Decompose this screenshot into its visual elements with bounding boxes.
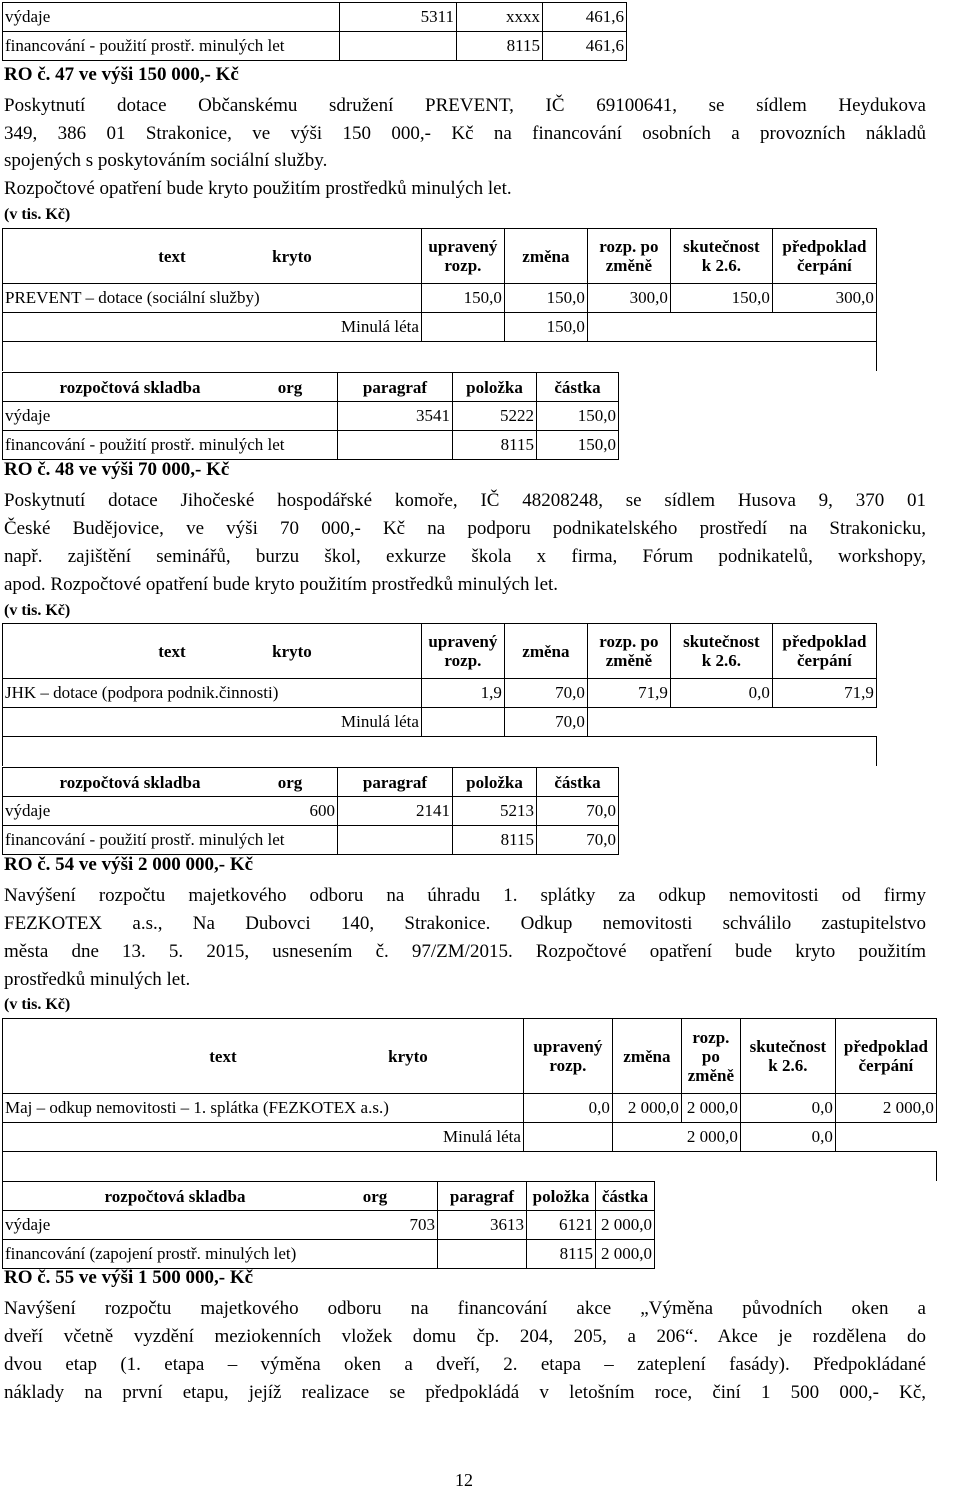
ro47-line-1: Poskytnutí dotace Občanskému sdružení PREVENT, IČ 69100641, se sídlem Heydukova [4, 95, 926, 116]
header-skladba: rozpočtová skladba org [3, 1182, 438, 1211]
polozka: xxxx [457, 3, 543, 32]
upraveny: 150,0 [421, 284, 504, 313]
ro55-line-2: dveří včetně vyzdění meziokenních vložek domu čp. 204, 205, a 206“. Akce je rozdělena do [4, 1326, 926, 1347]
row-label: výdaje [3, 3, 340, 32]
row-text: JHK – dotace (podpora podnik.činnosti) [3, 679, 422, 708]
polozka: 6121 [527, 1211, 596, 1240]
paragraf: 5311 [340, 3, 457, 32]
po-zmene: 2 000,0 [681, 1094, 740, 1123]
header-upraveny: upravený rozp. [421, 229, 504, 284]
ro54-line-3: města dne 13. 5. 2015, usnesením č. 97/ZM/2015. Rozpočtové opatření bude kryto použitím [4, 941, 926, 962]
header-zmena: změna [612, 1019, 681, 1094]
ro47-line-2: 349, 386 01 Strakonice, ve výši 150 000,- Kč na financování osobních a provozních nákladů [4, 123, 926, 144]
kryto-value: 2 000,0 [612, 1123, 740, 1152]
predpoklad: 2 000,0 [835, 1094, 936, 1123]
row-text: Maj – odkup nemovitosti – 1. splátka (FEZKOTEX a.s.) [3, 1094, 524, 1123]
po-zmene: 300,0 [587, 284, 670, 313]
polozka: 8115 [527, 1240, 596, 1269]
row-label: financování - použití prostř. minulých let [3, 32, 340, 61]
castka: 70,0 [537, 826, 619, 855]
ro54-line-1: Navýšení rozpočtu majetkového odboru na úhradu 1. splátky za odkup nemovitosti od firmy [4, 885, 926, 906]
castka: 2 000,0 [596, 1211, 655, 1240]
ro47-skladba-table [2, 372, 619, 460]
ro55-line-1: Navýšení rozpočtu majetkového odboru na financování akce „Výměna původních oken a [4, 1298, 926, 1319]
header-predpoklad: předpoklad čerpání [772, 229, 876, 284]
paragraf [338, 826, 453, 855]
upraveny: 1,9 [421, 679, 504, 708]
row-label: výdaje [3, 402, 338, 431]
kryto-value: 150,0 [504, 313, 587, 342]
header-paragraf: paragraf [338, 373, 453, 402]
ro48-line-4: apod. Rozpočtové opatření bude kryto použitím prostředků minulých let. [4, 574, 559, 595]
castka: 2 000,0 [596, 1240, 655, 1269]
ro54-budget-table [2, 1018, 937, 1181]
polozka: 8115 [453, 431, 537, 460]
row-label: financování - použití prostř. minulých let [3, 826, 338, 855]
header-castka: částka [537, 373, 619, 402]
zmena: 150,0 [504, 284, 587, 313]
kryto-label: Minulá léta [3, 1123, 524, 1152]
ro47-title: RO č. 47 ve výši 150 000,- Kč [4, 64, 239, 85]
predpoklad: 300,0 [772, 284, 876, 313]
castka: 150,0 [537, 431, 619, 460]
header-skutecnost: skutečnost k 2.6. [670, 229, 772, 284]
ro47-line-4: Rozpočtové opatření bude kryto použitím prostředků minulých let. [4, 178, 512, 199]
castka: 150,0 [537, 402, 619, 431]
header-skutecnost: skutečnost k 2.6. [740, 1019, 835, 1094]
top-skladba-table [2, 2, 627, 61]
castka: 461,6 [543, 3, 627, 32]
castka: 70,0 [537, 797, 619, 826]
ro55-title: RO č. 55 ve výši 1 500 000,- Kč [4, 1267, 254, 1288]
page-number: 12 [455, 1470, 473, 1490]
paragraf [338, 431, 453, 460]
header-predpoklad: předpoklad čerpání [835, 1019, 936, 1094]
header-paragraf: paragraf [338, 768, 453, 797]
header-polozka: položka [453, 768, 537, 797]
ro55-line-4: náklady na první etapu, jejíž realizace se předpokládá v letošním roce, činí 1 500 000,- Kč, [4, 1382, 926, 1403]
paragraf: 3541 [338, 402, 453, 431]
header-predpoklad: předpoklad čerpání [772, 624, 876, 679]
skutecnost: 0,0 [740, 1094, 835, 1123]
header-upraveny: upravený rozp. [421, 624, 504, 679]
ro54-title: RO č. 54 ve výši 2 000 000,- Kč [4, 854, 254, 875]
header-zmena: změna [504, 624, 587, 679]
ro48-line-3: např. zajištění seminářů, burzu škol, exkurze škola x firma, Fórum podnikatelů, workshopy, [4, 546, 926, 567]
header-polozka: položka [453, 373, 537, 402]
ro54-line-2: FEZKOTEX a.s., Na Dubovci 140, Strakonice. Odkup nemovitosti schválilo zastupitelstvo [4, 913, 926, 934]
row-label: financování - použití prostř. minulých let [3, 431, 338, 460]
ro48-line-2: České Budějovice, ve výši 70 000,- Kč na podporu podnikatelského prostředí na Strakonicku, [4, 518, 926, 539]
predpoklad: 71,9 [772, 679, 876, 708]
header-skutecnost: skutečnost k 2.6. [670, 624, 772, 679]
ro54-skladba-table [2, 1181, 655, 1269]
header-castka: částka [537, 768, 619, 797]
polozka: 5222 [453, 402, 537, 431]
header-skladba: rozpočtová skladba org [3, 768, 338, 797]
header-po-zmene: rozp. po změně [587, 229, 670, 284]
header-po-zmene: rozp. po změně [587, 624, 670, 679]
row-label: financování (zapojení prostř. minulých let) [3, 1240, 438, 1269]
skutecnost: 0,0 [670, 679, 772, 708]
ro54-unit: (v tis. Kč) [4, 996, 71, 1013]
polozka: 8115 [453, 826, 537, 855]
paragraf [438, 1240, 527, 1269]
header-text: text kryto [3, 1019, 524, 1094]
header-upraveny: upravený rozp. [523, 1019, 612, 1094]
kryto-value [421, 313, 504, 342]
kryto-label: Minulá léta [3, 313, 422, 342]
ro48-budget-table [2, 623, 877, 766]
ro47-line-3: spojených s poskytováním sociální služby. [4, 150, 328, 171]
ro48-line-1: Poskytnutí dotace Jihočeské hospodářské komoře, IČ 48208248, se sídlem Husova 9, 370 01 [4, 490, 926, 511]
row-label: výdaje 703 [3, 1211, 438, 1240]
castka: 461,6 [543, 32, 627, 61]
zmena: 70,0 [504, 679, 587, 708]
row-text: PREVENT – dotace (sociální služby) [3, 284, 422, 313]
ro47-unit: (v tis. Kč) [4, 206, 71, 223]
ro54-line-4: prostředků minulých let. [4, 969, 191, 990]
kryto-value: 70,0 [504, 708, 587, 737]
kryto-skut: 0,0 [740, 1123, 835, 1152]
upraveny: 0,0 [523, 1094, 612, 1123]
paragraf [340, 32, 457, 61]
header-text: text kryto [3, 624, 422, 679]
polozka: 5213 [453, 797, 537, 826]
ro48-skladba-table [2, 767, 619, 855]
header-skladba: rozpočtová skladba org [3, 373, 338, 402]
ro48-title: RO č. 48 ve výši 70 000,- Kč [4, 459, 230, 480]
paragraf: 2141 [338, 797, 453, 826]
kryto-label: Minulá léta [3, 708, 422, 737]
paragraf: 3613 [438, 1211, 527, 1240]
polozka: 8115 [457, 32, 543, 61]
po-zmene: 71,9 [587, 679, 670, 708]
ro55-line-3: dvou etap (1. etapa – výměna oken a dveří, 2. etapa – zateplení fasády). Předpokládané [4, 1354, 926, 1375]
header-castka: částka [596, 1182, 655, 1211]
header-zmena: změna [504, 229, 587, 284]
header-po-zmene: rozp. po změně [681, 1019, 740, 1094]
row-label: výdaje 600 [3, 797, 338, 826]
header-polozka: položka [527, 1182, 596, 1211]
ro47-budget-table [2, 228, 877, 371]
header-paragraf: paragraf [438, 1182, 527, 1211]
zmena: 2 000,0 [612, 1094, 681, 1123]
ro48-unit: (v tis. Kč) [4, 602, 71, 619]
header-text: text kryto [3, 229, 422, 284]
skutecnost: 150,0 [670, 284, 772, 313]
